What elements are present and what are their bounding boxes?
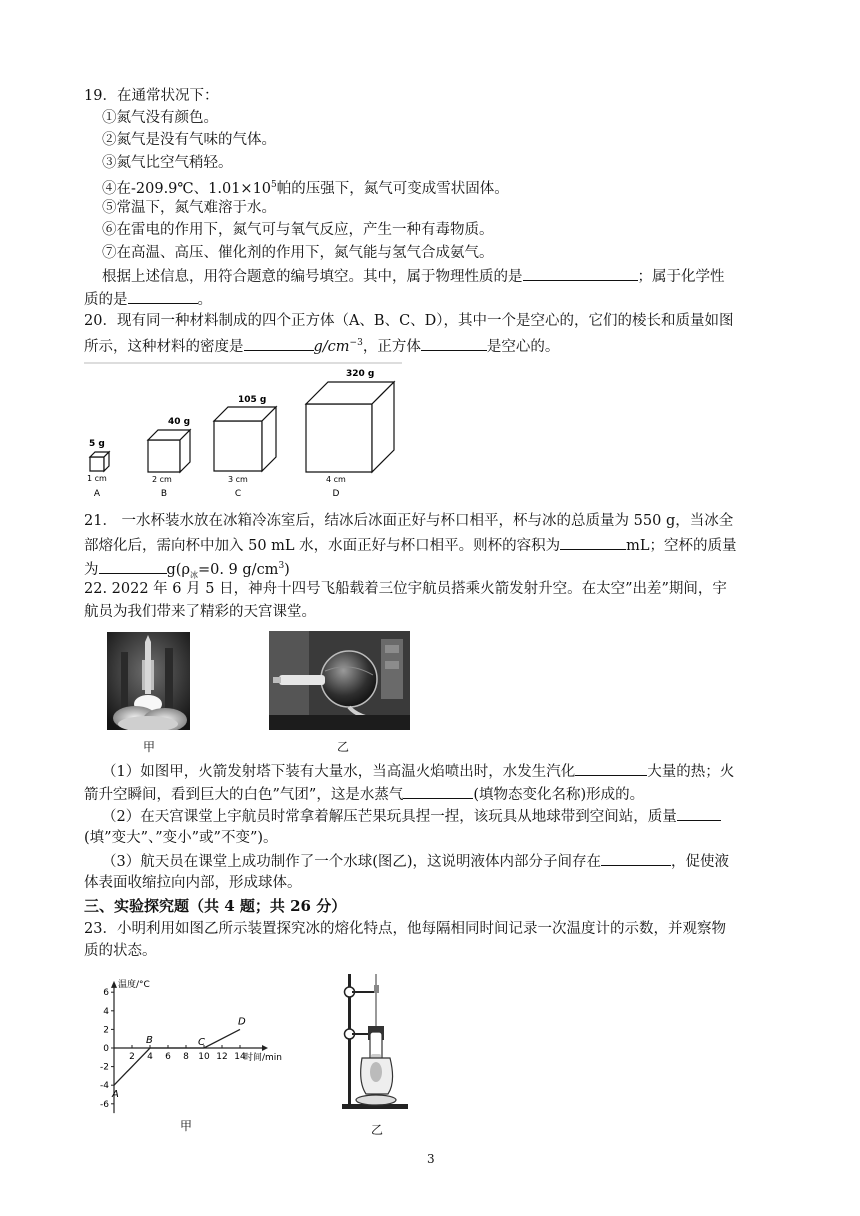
x-axis-arrow	[262, 1045, 268, 1051]
cube-d-label: D	[332, 489, 340, 499]
q20-unit-exp: −3	[349, 338, 363, 348]
q21-line3-sup: 3	[278, 561, 285, 571]
x-tick-label: 8	[183, 1052, 189, 1062]
q22-blank-force[interactable]	[601, 850, 671, 866]
y-tick-label: 6	[103, 988, 109, 999]
cube-c	[214, 395, 276, 499]
cube-d-edge: 4 cm	[326, 475, 346, 484]
q20-unit: g/cm	[313, 338, 350, 355]
q19-item-3: ③氮气比空气稍轻。	[102, 155, 233, 171]
burner-flame	[370, 1062, 382, 1082]
q21-line2	[84, 534, 737, 556]
q22-p1c: 箭升空瞬间，看到巨大的白色”气团”，这是水蒸气	[84, 787, 404, 803]
thermometer-holder	[374, 985, 379, 993]
q19-item-4-tail: 帕的压强下，氮气可变成雪状固体。	[276, 180, 509, 197]
x-tick-label: 2	[129, 1052, 135, 1062]
point-label-b: B	[146, 1035, 153, 1046]
page-number: 3	[427, 1152, 435, 1166]
q23-caption-jia: 甲	[180, 1119, 193, 1133]
q22-blank-mass[interactable]	[677, 805, 721, 821]
y-tick-label: 4	[103, 1006, 109, 1017]
q22-line1: 22. 2022 年 6 月 5 日，神舟十四号飞船载着三位宇航员搭乘火箭发射升空。在太空”出差”期间，宇	[84, 581, 727, 597]
alcohol-lamp	[356, 1095, 396, 1105]
q22-p3-line2: 体表面收缩拉向内部，形成球体。	[84, 875, 302, 891]
q19-item-1: ①氮气没有颜色。	[102, 110, 218, 126]
rocket-launch-photo	[107, 632, 190, 730]
q21-line3d: )	[284, 561, 290, 578]
q21-line3b: g(ρ	[166, 561, 190, 578]
point-label-c: C	[198, 1037, 205, 1048]
rocket-launch-illustration	[107, 632, 190, 730]
q22-p1-line2	[84, 783, 644, 805]
q19-ask-b: ；属于化学性	[637, 269, 725, 285]
q22-p3a: （3）航天员在课堂上成功制作了一个水球(图乙)，这说明液体内部分子间存在	[102, 854, 602, 870]
y-tick-label: -4	[100, 1081, 109, 1092]
q19-item-5: ⑤常温下，氮气难溶于水。	[102, 200, 276, 216]
q23-line2: 质的状态。	[84, 943, 157, 959]
water-ball-photo	[269, 631, 410, 730]
cube-a-edge: 1 cm	[87, 474, 107, 483]
y-tick-label: -6	[100, 1099, 109, 1110]
q21-line2b: mL；空杯的质量	[626, 538, 737, 554]
cube-b-mass: 40 g	[168, 417, 191, 427]
cube-b-label: B	[160, 489, 168, 499]
q22-blank-state-change[interactable]	[403, 783, 473, 799]
cube-a-label: A	[93, 489, 101, 499]
cube-d	[306, 369, 394, 499]
point-label-d: D	[238, 1016, 246, 1028]
q22-p2-line2: (填”变大”、”变小”或”不变”)。	[84, 830, 278, 846]
cube-c-mass: 105 g	[238, 395, 267, 405]
y-tick-label: -2	[100, 1062, 109, 1073]
q21-line3c: =0. 9 g/cm	[197, 561, 279, 578]
cube-a-mass: 5 g	[89, 439, 105, 449]
q19-blank-chemical[interactable]	[128, 288, 198, 304]
q19-item-4-text: ④在-209.9℃、1.01×10	[102, 180, 272, 197]
q22-p1-line1	[102, 760, 734, 782]
x-tick-label: 4	[147, 1052, 153, 1062]
q21-blank-mass[interactable]	[99, 558, 167, 574]
q22-caption-jia: 甲	[143, 740, 156, 754]
q20-line2	[84, 333, 559, 357]
cube-a	[87, 439, 109, 499]
x-tick-label: 14	[234, 1052, 246, 1062]
x-tick-label: 12	[216, 1052, 228, 1062]
x-tick-label: 6	[165, 1052, 171, 1062]
cube-b	[148, 417, 190, 499]
q20-line2c: 是空心的。	[486, 338, 560, 355]
q22-p1b: 大量的热；火	[647, 764, 735, 780]
q19-item-7: ⑦在高温、高压、催化剂的作用下，氮气能与氢气合成氨气。	[102, 245, 494, 261]
temperature-time-chart	[84, 978, 304, 1138]
q19-ask-line	[102, 265, 725, 287]
q19-item-4	[102, 175, 509, 199]
q19-item-2: ②氮气是没有气味的气体。	[102, 132, 276, 148]
q21-blank-volume[interactable]	[560, 534, 626, 550]
y-axis-label: 温度/°C	[118, 979, 150, 990]
q22-line2: 航员为我们带来了精彩的天宫课堂。	[84, 604, 316, 620]
q22-p1d: (填物态变化名称)形成的。	[473, 787, 645, 803]
q21-rho-sub: 冰	[189, 570, 198, 580]
q22-p2a: （2）在天宫课堂上宇航员时常拿着解压芒果玩具捏一捏，该玩具从地球带到空间站，质量	[102, 809, 677, 825]
q22-p1a: （1）如图甲，火箭发射塔下装有大量水，当高温火焰喷出时，水发生汽化	[102, 764, 576, 780]
point-label-a: A	[112, 1089, 119, 1101]
q19-item-4-sup: 5	[271, 180, 277, 190]
q20-blank-hollow[interactable]	[421, 335, 487, 351]
q22-blank-absorb[interactable]	[575, 760, 647, 776]
q20-line2b: ，正方体	[362, 338, 421, 355]
y-tick-label: 2	[103, 1025, 109, 1036]
q19-blank-physical[interactable]	[523, 265, 638, 281]
x-tick-label: 10	[198, 1052, 210, 1062]
q22-p3-line1	[102, 850, 729, 872]
q21-line2a: 部熔化后，需向杯中加入 50 mL 水，水面正好与杯口相平。则杯的容积为	[84, 538, 561, 554]
cube-b-edge: 2 cm	[152, 475, 172, 484]
heating-apparatus	[330, 970, 420, 1115]
q19-stem: 19．在通常状况下：	[84, 88, 219, 104]
water-ball-illustration	[269, 631, 410, 730]
x-axis-label: 时间/min	[244, 1053, 283, 1063]
q19-ask-d: 。	[197, 292, 212, 308]
cube-d-mass: 320 g	[346, 369, 375, 379]
q21-line1: 21． 一水杯装水放在冰箱冷冻室后，结冰后冰面正好与杯口相平，杯与冰的总质量为 550 g，当冰全	[84, 513, 734, 529]
q23-line1: 23．小明利用如图乙所示装置探究冰的熔化特点，他每隔相同时间记录一次温度计的示数，并观察物	[84, 921, 726, 937]
section-3-heading: 三、实验探究题（共 4 题；共 26 分）	[84, 897, 347, 915]
q23-caption-yi: 乙	[371, 1123, 384, 1137]
q22-caption-yi: 乙	[337, 740, 350, 754]
q20-line2a: 所示，这种材料的密度是	[84, 338, 244, 355]
q19-ask-a: 根据上述信息，用符合题意的编号填空。其中，属于物理性质的是	[102, 269, 523, 285]
cube-c-edge: 3 cm	[228, 475, 248, 484]
cubes-figure	[84, 362, 404, 504]
q21-line3a: 为	[84, 561, 99, 578]
q19-ask-line2	[84, 288, 212, 310]
y-tick-label: 0	[103, 1044, 109, 1054]
q19-item-6: ⑥在雷电的作用下，氮气可与氧气反应，产生一种有毒物质。	[102, 222, 494, 238]
y-axis-arrow	[111, 981, 117, 988]
q22-p3b: ，促使液	[671, 854, 730, 870]
q19-ask-c: 质的是	[84, 292, 128, 308]
q20-blank-density[interactable]	[244, 335, 314, 351]
q22-p2-line1	[102, 805, 721, 827]
q20-line1: 20．现有同一种材料制成的四个正方体（A、B、C、D），其中一个是空心的，它们的棱长和质量如图	[84, 313, 734, 329]
cube-c-label: C	[234, 489, 242, 499]
